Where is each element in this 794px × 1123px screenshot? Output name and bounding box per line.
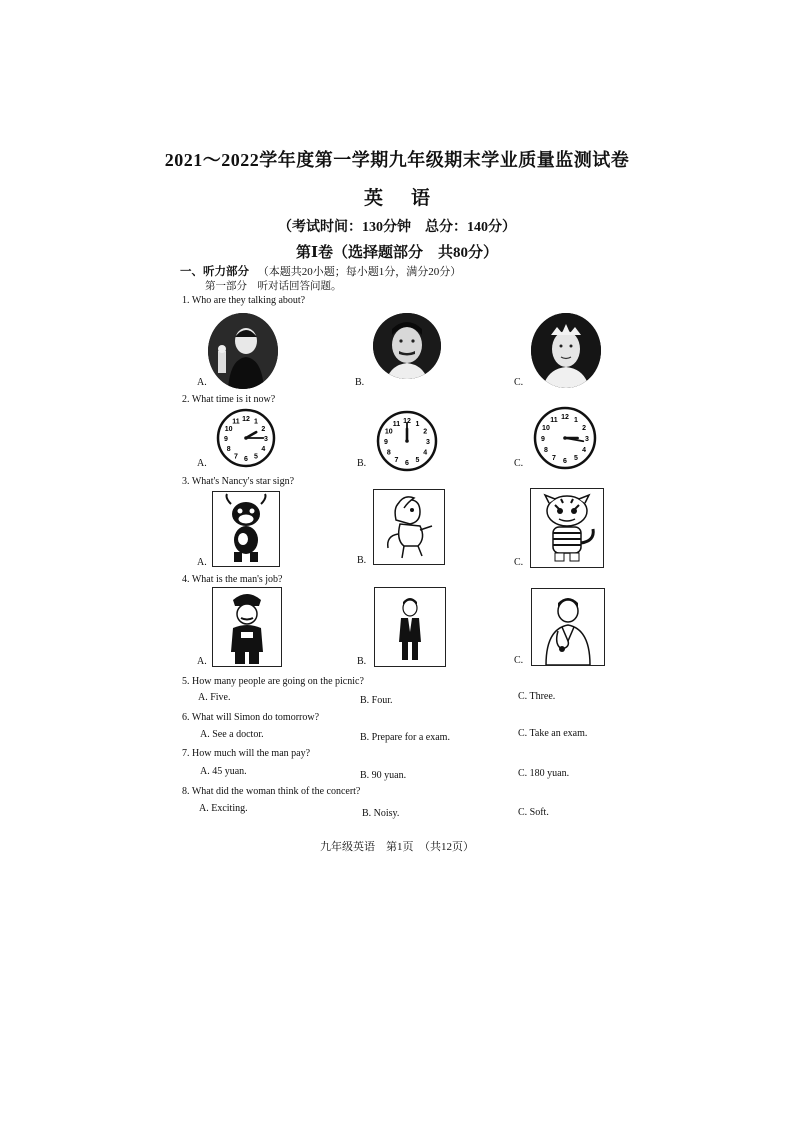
q6-option-a[interactable]: A. See a doctor. [200, 729, 264, 740]
clock-number: 5 [574, 455, 578, 463]
clock-number: 12 [403, 418, 411, 425]
q8-option-a[interactable]: A. Exciting. [199, 803, 248, 814]
clock-number: 4 [261, 446, 266, 453]
portrait-man-award-image [208, 313, 278, 389]
clock-number: 11 [232, 418, 240, 426]
question-3: 3. What's Nancy's star sign? [182, 476, 295, 487]
clock-number: 10 [384, 428, 393, 436]
horse-cartoon-image [373, 489, 445, 565]
question-2: 2. What time is it now? [182, 394, 276, 405]
clock-number: 3 [585, 436, 589, 443]
clock-number: 12 [561, 414, 569, 421]
volume-heading: 第Ⅰ卷（选择题部分 共80分） [295, 245, 499, 261]
portrait-man-mustache-image [373, 313, 441, 379]
clock-number: 12 [242, 416, 250, 423]
tiger-cartoon-image [530, 488, 604, 568]
clock-number: 3 [426, 439, 430, 446]
policeman-cartoon-image [212, 587, 282, 667]
q4-option-c[interactable]: C. [514, 655, 524, 666]
q2-option-c[interactable]: C. [514, 458, 524, 469]
question-7: 7. How much will the man pay? [182, 748, 311, 759]
q5-option-c[interactable]: C. Three. [518, 691, 556, 702]
clock-number: 9 [224, 436, 228, 443]
q7-option-a[interactable]: A. 45 yuan. [200, 766, 247, 777]
clock-number: 9 [541, 436, 545, 443]
question-8: 8. What did the woman think of the concert? [182, 786, 361, 797]
section-note: （本题共20小题；每小题1分，满分20分） [257, 266, 462, 278]
clock-number: 10 [542, 425, 550, 432]
clock-number: 4 [582, 447, 587, 454]
question-6: 6. What will Simon do tomorrow? [182, 712, 320, 723]
clock-number: 11 [392, 420, 401, 428]
clock-number: 4 [423, 449, 428, 457]
q1-option-b[interactable]: B. [355, 377, 365, 388]
q2-option-b[interactable]: B. [357, 458, 367, 469]
q1-option-c[interactable]: C. [514, 377, 524, 388]
clock-number: 8 [543, 447, 548, 454]
q6-option-c[interactable]: C. Take an exam. [518, 728, 588, 739]
clock-number: 5 [254, 453, 258, 461]
exam-title: 2021～2022学年度第一学期九年级期末学业质量监测试卷 [164, 150, 630, 170]
clock-number: 2 [582, 425, 587, 432]
page-footer: 九年级英语 第1页 （共12页） [320, 841, 474, 853]
clock-b-icon [376, 410, 438, 472]
ox-cartoon-image [212, 491, 280, 567]
clock-number: 1 [254, 418, 258, 426]
clock-number: 2 [261, 426, 266, 433]
clock-a-icon [216, 408, 276, 468]
businessman-cartoon-image [374, 587, 446, 667]
clock-number: 1 [574, 416, 578, 424]
clock-number: 3 [264, 436, 268, 443]
clock-number: 6 [244, 456, 248, 463]
clock-number: 10 [224, 426, 233, 433]
q3-option-a[interactable]: A. [197, 557, 207, 568]
question-5: 5. How many people are going on the picnic? [182, 676, 364, 687]
exam-subject: 英语 [363, 188, 458, 209]
clock-number: 9 [384, 439, 388, 446]
portrait-woman-tiara-image [531, 313, 601, 388]
part-heading: 第一部分 听对话回答问题。 [205, 281, 342, 292]
clock-number: 7 [552, 455, 556, 463]
clock-number: 8 [386, 449, 391, 457]
exam-time-info: （考试时间：130分钟 总分：140分） [278, 220, 516, 235]
q2-option-a[interactable]: A. [197, 458, 207, 469]
section-heading [180, 263, 461, 279]
clock-number: 11 [550, 416, 558, 424]
q3-option-c[interactable]: C. [514, 557, 524, 568]
clock-number: 2 [423, 428, 428, 436]
q7-option-b[interactable]: B. 90 yuan. [360, 770, 407, 781]
clock-number: 1 [415, 420, 420, 428]
q8-option-b[interactable]: B. Noisy. [362, 808, 400, 819]
section-label: 一、听力部分 [180, 266, 249, 278]
q8-option-c[interactable]: C. Soft. [518, 807, 549, 818]
question-4: 4. What is the man's job? [182, 574, 283, 585]
q5-option-a[interactable]: A. Five. [198, 692, 231, 703]
doctor-cartoon-image [531, 588, 605, 666]
q3-option-b[interactable]: B. [357, 555, 367, 566]
clock-number: 7 [234, 453, 238, 461]
q4-option-a[interactable]: A. [197, 656, 207, 667]
q7-option-c[interactable]: C. 180 yuan. [518, 768, 570, 779]
q5-option-b[interactable]: B. Four. [360, 695, 393, 706]
clock-number: 8 [226, 446, 231, 453]
clock-number: 5 [415, 457, 420, 465]
q4-option-b[interactable]: B. [357, 656, 367, 667]
q1-option-a[interactable]: A. [197, 377, 207, 388]
clock-number: 7 [394, 457, 399, 465]
clock-c-icon [533, 406, 597, 470]
clock-number: 6 [405, 460, 409, 467]
question-1: 1. Who are they talking about? [182, 295, 306, 306]
q6-option-b[interactable]: B. Prepare for a exam. [360, 732, 450, 743]
clock-number: 6 [563, 458, 567, 465]
